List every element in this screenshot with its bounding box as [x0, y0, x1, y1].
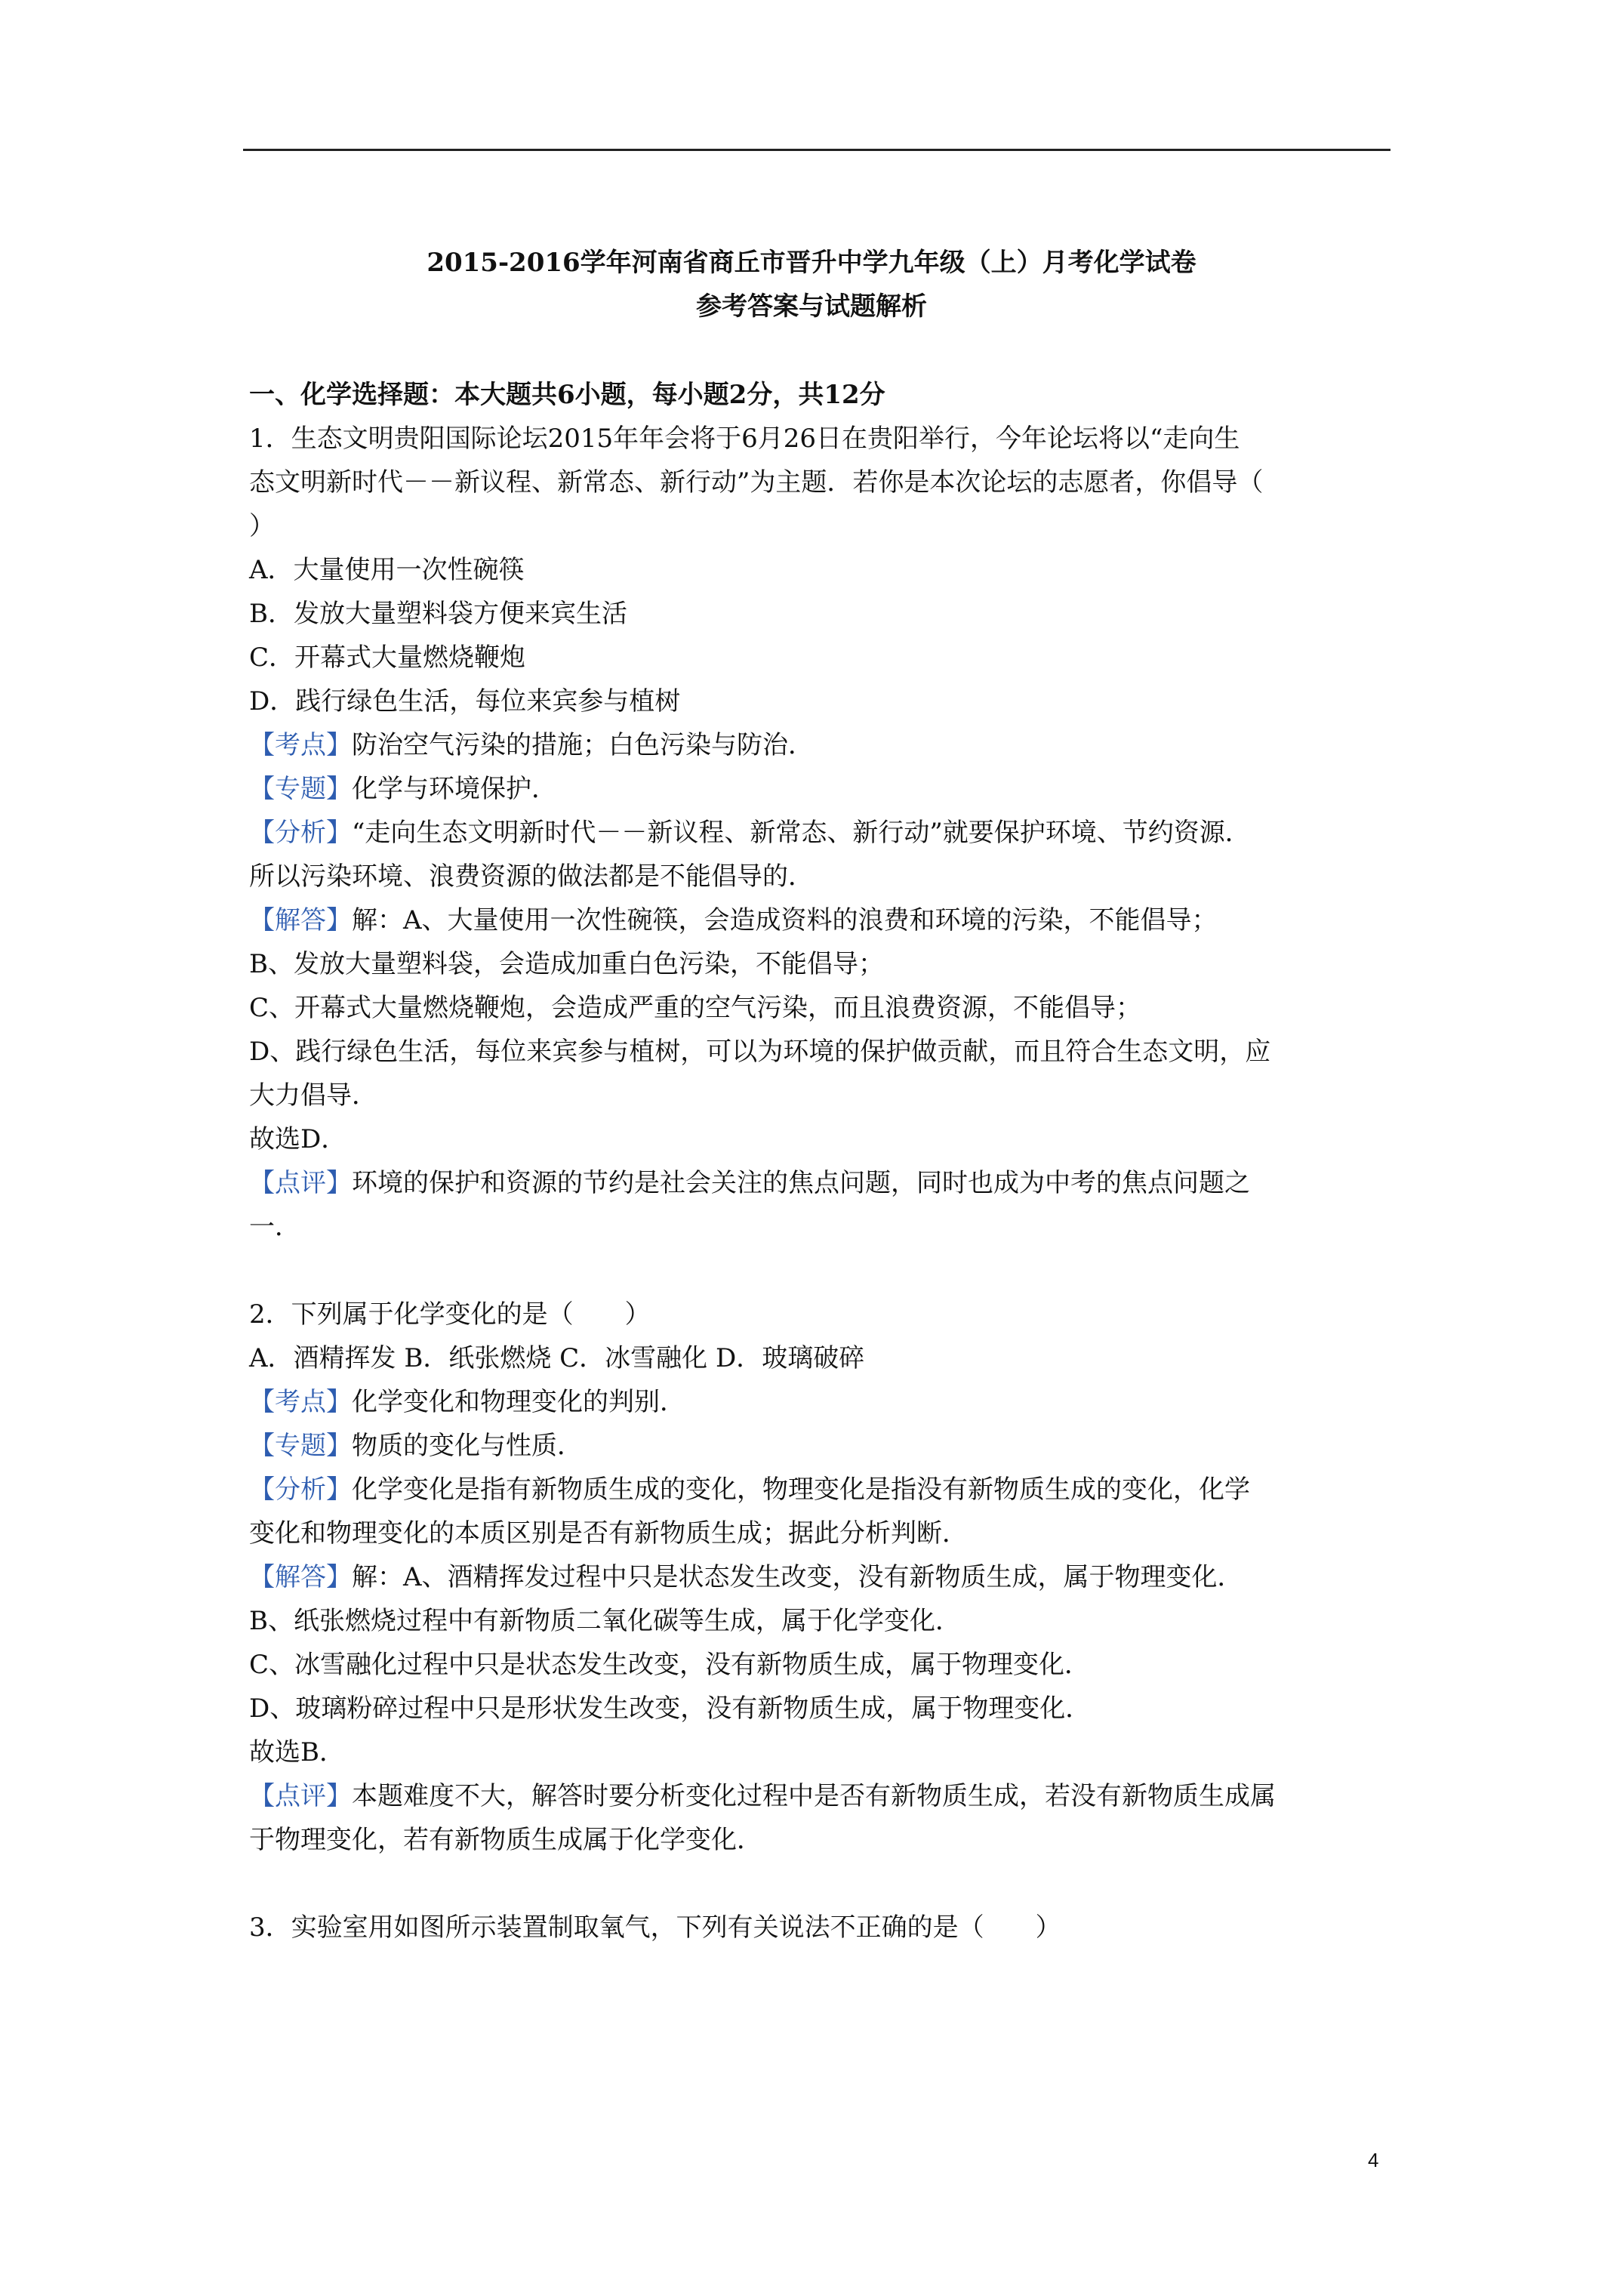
question-3	[249, 1906, 1397, 1949]
question-stem-line: ）	[249, 511, 275, 541]
spacer	[249, 1249, 1397, 1293]
question-stem-line: 态文明新时代－－新议程、新常态、新行动”为主题．若你是本次论坛的志愿者，你倡导（	[249, 467, 1264, 498]
dianping-text-continued: 于物理变化，若有新物质生成属于化学变化．	[249, 1825, 762, 1855]
zhuanti-tag: 【专题】	[249, 774, 352, 804]
jieda-text-continued: C、开幕式大量燃烧鞭炮，会造成严重的空气污染，而且浪费资源，不能倡导；	[249, 993, 1142, 1023]
zhuanti-line	[249, 767, 1397, 811]
question-stem-line: 2．下列属于化学变化的是（ ）	[249, 1299, 651, 1330]
zhuanti-line	[249, 1424, 1397, 1468]
answer-choice: 故选D．	[249, 1124, 347, 1154]
question-2	[249, 1293, 1397, 1862]
dianping-text: 本题难度不大，解答时要分析变化过程中是否有新物质生成，若没有新物质生成属	[352, 1781, 1276, 1811]
fenxi-line	[249, 1468, 1397, 1512]
option-a: A．大量使用一次性碗筷	[249, 555, 525, 585]
page-number: 4	[1368, 2149, 1379, 2171]
fenxi-text-continued: 所以污染环境、浪费资源的做法都是不能倡导的．	[249, 861, 814, 892]
dianping-line	[249, 1161, 1397, 1205]
dianping-text: 环境的保护和资源的节约是社会关注的焦点问题，同时也成为中考的焦点问题之	[352, 1168, 1250, 1198]
fenxi-text: “走向生态文明新时代－－新议程、新常态、新行动”就要保护环境、节约资源．	[352, 818, 1251, 848]
zhuanti-text: 化学与环境保护．	[352, 774, 557, 804]
dianping-line	[249, 1774, 1397, 1818]
fenxi-text: 化学变化是指有新物质生成的变化，物理变化是指没有新物质生成的变化，化学	[352, 1475, 1250, 1505]
jieda-line	[249, 898, 1397, 942]
jieda-text: 解：A、酒精挥发过程中只是状态发生改变，没有新物质生成，属于物理变化．	[352, 1562, 1243, 1592]
jieda-text-continued: B、发放大量塑料袋，会造成加重白色污染，不能倡导；	[249, 949, 884, 979]
kaodian-tag: 【考点】	[249, 1387, 352, 1417]
kaodian-text: 化学变化和物理变化的判别．	[352, 1387, 685, 1417]
dianping-tag: 【点评】	[249, 1781, 352, 1811]
zhuanti-tag: 【专题】	[249, 1431, 352, 1461]
document-subtitle: 参考答案与试题解析	[696, 291, 927, 322]
header-rule	[243, 149, 1390, 151]
dianping-text-continued: 一．	[249, 1212, 300, 1242]
document-body	[249, 373, 1397, 1949]
question-stem-line: 3．实验室用如图所示装置制取氧气，下列有关说法不正确的是（ ）	[249, 1912, 1061, 1943]
fenxi-tag: 【分析】	[249, 818, 352, 848]
jieda-text-continued: B、纸张燃烧过程中有新物质二氧化碳等生成，属于化学变化．	[249, 1606, 961, 1636]
question-stem-line: 1．生态文明贵阳国际论坛2015年年会将于6月26日在贵阳举行，今年论坛将以“走向生	[249, 424, 1240, 454]
option-b: B．发放大量塑料袋方便来宾生活	[249, 599, 627, 629]
section-heading: 一、化学选择题：本大题共6小题，每小题2分，共12分	[249, 380, 885, 410]
kaodian-line	[249, 723, 1397, 767]
answer-choice: 故选B．	[249, 1737, 345, 1767]
jieda-text-continued: 大力倡导．	[249, 1080, 377, 1111]
options-line: A．酒精挥发 B．纸张燃烧 C．冰雪融化 D．玻璃破碎	[249, 1343, 865, 1373]
jieda-text-continued: D、玻璃粉碎过程中只是形状发生改变，没有新物质生成，属于物理变化．	[249, 1693, 1092, 1724]
jieda-tag: 【解答】	[249, 905, 352, 935]
kaodian-tag: 【考点】	[249, 730, 352, 760]
kaodian-line	[249, 1380, 1397, 1424]
jieda-text: 解：A、大量使用一次性碗筷，会造成资料的浪费和环境的污染，不能倡导；	[352, 905, 1218, 935]
fenxi-text-continued: 变化和物理变化的本质区别是否有新物质生成；据此分析判断．	[249, 1518, 968, 1549]
jieda-text-continued: D、践行绿色生活，每位来宾参与植树，可以为环境的保护做贡献，而且符合生态文明，应	[249, 1037, 1271, 1067]
option-c: C．开幕式大量燃烧鞭炮	[249, 643, 526, 673]
document-title: 2015-2016学年河南省商丘市晋升中学九年级（上）月考化学试卷	[427, 248, 1196, 278]
fenxi-line	[249, 811, 1397, 855]
spacer	[249, 1862, 1397, 1906]
jieda-line	[249, 1555, 1397, 1599]
dianping-tag: 【点评】	[249, 1168, 352, 1198]
jieda-text-continued: C、冰雪融化过程中只是状态发生改变，没有新物质生成，属于物理变化．	[249, 1650, 1091, 1680]
zhuanti-text: 物质的变化与性质．	[352, 1431, 583, 1461]
kaodian-text: 防治空气污染的措施；白色污染与防治．	[352, 730, 814, 760]
jieda-tag: 【解答】	[249, 1562, 352, 1592]
question-1	[249, 417, 1397, 1249]
option-d: D．践行绿色生活，每位来宾参与植树	[249, 686, 681, 717]
fenxi-tag: 【分析】	[249, 1475, 352, 1505]
